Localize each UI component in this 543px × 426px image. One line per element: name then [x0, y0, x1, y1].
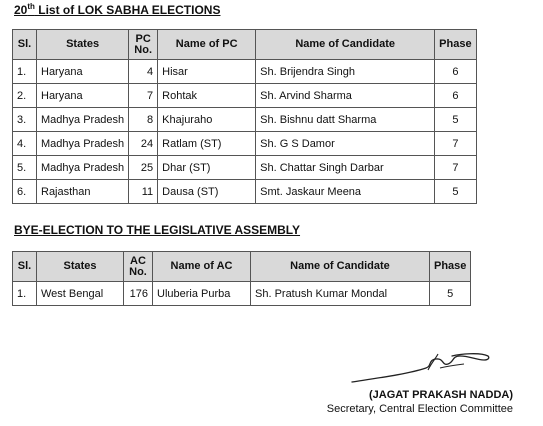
cell-no: 11 [129, 180, 158, 204]
cell-phase: 6 [435, 84, 476, 108]
cell-no: 176 [124, 282, 153, 306]
col-states: States [37, 252, 124, 282]
cell-candidate: Sh. Arvind Sharma [256, 84, 435, 108]
cell-state: Haryana [37, 60, 129, 84]
table-header-row [13, 30, 477, 60]
table-row [13, 156, 477, 180]
col-sl: Sl. [13, 252, 37, 282]
table-row [13, 180, 477, 204]
cell-name: Rohtak [158, 84, 256, 108]
col-ac-no: AC No. [124, 252, 153, 282]
col-candidate: Name of Candidate [251, 252, 430, 282]
col-name-of-pc: Name of PC [158, 30, 256, 60]
signatory-block [327, 388, 513, 416]
handwritten-signature [348, 348, 498, 388]
cell-sl: 6. [13, 180, 37, 204]
cell-sl: 5. [13, 156, 37, 180]
table-row [13, 84, 477, 108]
cell-state: West Bengal [37, 282, 124, 306]
cell-name: Dhar (ST) [158, 156, 256, 180]
table-row [13, 282, 471, 306]
cell-candidate: Sh. Brijendra Singh [256, 60, 435, 84]
signatory-name: (JAGAT PRAKASH NADDA) [368, 389, 513, 401]
cell-candidate: Sh. Bishnu datt Sharma [256, 108, 435, 132]
cell-candidate: Sh. G S Damor [256, 132, 435, 156]
heading-ordinal: 20th [14, 2, 35, 17]
cell-name: Ratlam (ST) [158, 132, 256, 156]
col-sl: Sl. [13, 30, 37, 60]
table-row [13, 132, 477, 156]
cell-phase: 5 [430, 282, 471, 306]
cell-name: Dausa (ST) [158, 180, 256, 204]
cell-sl: 1. [13, 282, 37, 306]
table-row [13, 60, 477, 84]
cell-state: Rajasthan [37, 180, 129, 204]
col-name-of-ac: Name of AC [153, 252, 251, 282]
cell-phase: 5 [435, 180, 476, 204]
col-pc-no: PC No. [129, 30, 158, 60]
heading-text: List of LOK SABHA ELECTIONS [34, 3, 221, 17]
table-header-row [13, 252, 471, 282]
cell-sl: 3. [13, 108, 37, 132]
cell-no: 24 [129, 132, 158, 156]
cell-name: Khajuraho [158, 108, 256, 132]
cell-sl: 2. [13, 84, 37, 108]
cell-phase: 5 [435, 108, 476, 132]
col-states: States [37, 30, 129, 60]
cell-candidate: Sh. Chattar Singh Darbar [256, 156, 435, 180]
cell-state: Madhya Pradesh [37, 156, 129, 180]
col-phase: Phase [430, 252, 471, 282]
lok-sabha-heading [14, 2, 220, 17]
cell-no: 7 [129, 84, 158, 108]
cell-no: 8 [129, 108, 158, 132]
col-candidate: Name of Candidate [256, 30, 435, 60]
lok-sabha-table [12, 29, 477, 204]
col-phase: Phase [435, 30, 476, 60]
cell-candidate: Smt. Jaskaur Meena [256, 180, 435, 204]
bye-election-table [12, 251, 471, 306]
cell-state: Haryana [37, 84, 129, 108]
table-row [13, 108, 477, 132]
cell-phase: 7 [435, 132, 476, 156]
cell-name: Hisar [158, 60, 256, 84]
cell-sl: 4. [13, 132, 37, 156]
cell-phase: 7 [435, 156, 476, 180]
cell-name: Uluberia Purba [153, 282, 251, 306]
cell-sl: 1. [13, 60, 37, 84]
cell-candidate: Sh. Pratush Kumar Mondal [251, 282, 430, 306]
cell-phase: 6 [435, 60, 476, 84]
cell-state: Madhya Pradesh [37, 132, 129, 156]
cell-no: 25 [129, 156, 158, 180]
cell-state: Madhya Pradesh [37, 108, 129, 132]
signatory-title: Secretary, Central Election Committee [326, 403, 513, 415]
bye-election-heading: BYE-ELECTION TO THE LEGISLATIVE ASSEMBLY [14, 223, 301, 237]
cell-no: 4 [129, 60, 158, 84]
